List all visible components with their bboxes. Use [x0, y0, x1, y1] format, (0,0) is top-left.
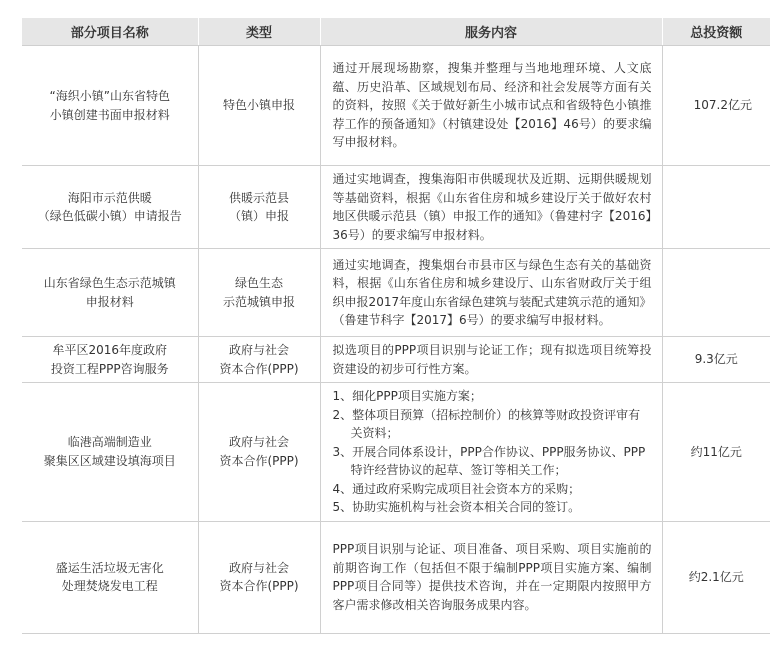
service-content-cell [320, 383, 662, 522]
project-name-cell: 海阳市示范供暖 （绿色低碳小镇）申请报告 [22, 166, 198, 249]
table-row [22, 46, 770, 166]
table-row [22, 249, 770, 337]
service-content-cell: 通过开展现场勘察，搜集并整理与当地地理环境、人文底蕴、历史沿革、区域规划布局、经济和社会发展等方面有关的资料，按照《关于做好新生小城市试点和省级特色小镇推荐工作的预备通知》（村镇建设处【2016】46号）的要求编写申报材料。 [320, 46, 662, 166]
list-item: 1、细化PPP项目实施方案； [332, 389, 482, 403]
project-name-cell: “海织小镇”山东省特色 小镇创建书面申报材料 [22, 46, 198, 166]
list-item: 5、协助实施机构与社会资本相关合同的签订。 [332, 500, 581, 514]
list-item: 4、通过政府采购完成项目社会资本方的采购； [332, 481, 581, 496]
investment-cell: 9.3亿元 [662, 337, 770, 383]
project-name-cell: 山东省绿色生态示范城镇 申报材料 [22, 249, 198, 337]
service-content-cell: 通过实地调查，搜集海阳市供暖现状及近期、远期供暖规划等基础资料，根据《山东省住房和城乡建设厅关于做好农村地区供暖示范县（镇）申报工作的通知》（鲁建村字【2016】36号）的要求编写申报材料。 [320, 166, 662, 249]
type-cell: 供暖示范县 （镇）申报 [198, 166, 320, 249]
type-cell: 特色小镇申报 [198, 46, 320, 166]
investment-cell [662, 166, 770, 249]
header-service-content: 服务内容 [320, 18, 662, 46]
project-name-cell: 盛运生活垃圾无害化 处理焚烧发电工程 [22, 521, 198, 633]
service-content-cell: PPP项目识别与论证、项目准备、项目采购、项目实施前的前期咨询工作（包括但不限于编制PPP项目实施方案、编制PPP项目合同等）提供技术咨询，并在一定期限内按照甲方客户需求修改相关咨询服务成果内容。 [320, 521, 662, 633]
project-table [22, 18, 770, 634]
table-header-row [22, 18, 770, 46]
type-cell: 政府与社会 资本合作(PPP) [198, 383, 320, 522]
investment-cell [662, 249, 770, 337]
header-total-investment: 总投资额 [662, 18, 770, 46]
list-item: 2、整体项目预算（招标控制价）的核算等财政投资评审有关资料； [332, 407, 641, 440]
type-cell: 绿色生态 示范城镇申报 [198, 249, 320, 337]
header-project-name: 部分项目名称 [22, 18, 198, 46]
table-row [22, 337, 770, 383]
project-table-container [22, 18, 770, 634]
type-cell: 政府与社会 资本合作(PPP) [198, 337, 320, 383]
project-name-cell: 临港高端制造业 聚集区区域建设填海项目 [22, 383, 198, 522]
investment-cell: 107.2亿元 [662, 46, 770, 166]
service-content-cell: 通过实地调查，搜集烟台市县市区与绿色生态有关的基础资料，根据《山东省住房和城乡建设厅、山东省财政厅关于组织申报2017年度山东省绿色建筑与装配式建筑示范的通知》（鲁建节科字【2017】6号）的要求编写申报材料。 [320, 249, 662, 337]
service-step-list [333, 387, 652, 517]
investment-cell: 约2.1亿元 [662, 521, 770, 633]
type-cell: 政府与社会 资本合作(PPP) [198, 521, 320, 633]
table-row [22, 166, 770, 249]
header-type: 类型 [198, 18, 320, 46]
service-content-cell: 拟选项目的PPP项目识别与论证工作；现有拟选项目统筹投资建设的初步可行性方案。 [320, 337, 662, 383]
list-item: 3、开展合同体系设计，PPP合作协议、PPP服务协议、PPP特许经营协议的起草、签订等相关工作； [332, 444, 646, 477]
table-row [22, 521, 770, 633]
table-row [22, 383, 770, 522]
project-name-cell: 牟平区2016年度政府 投资工程PPP咨询服务 [22, 337, 198, 383]
investment-cell: 约11亿元 [662, 383, 770, 522]
